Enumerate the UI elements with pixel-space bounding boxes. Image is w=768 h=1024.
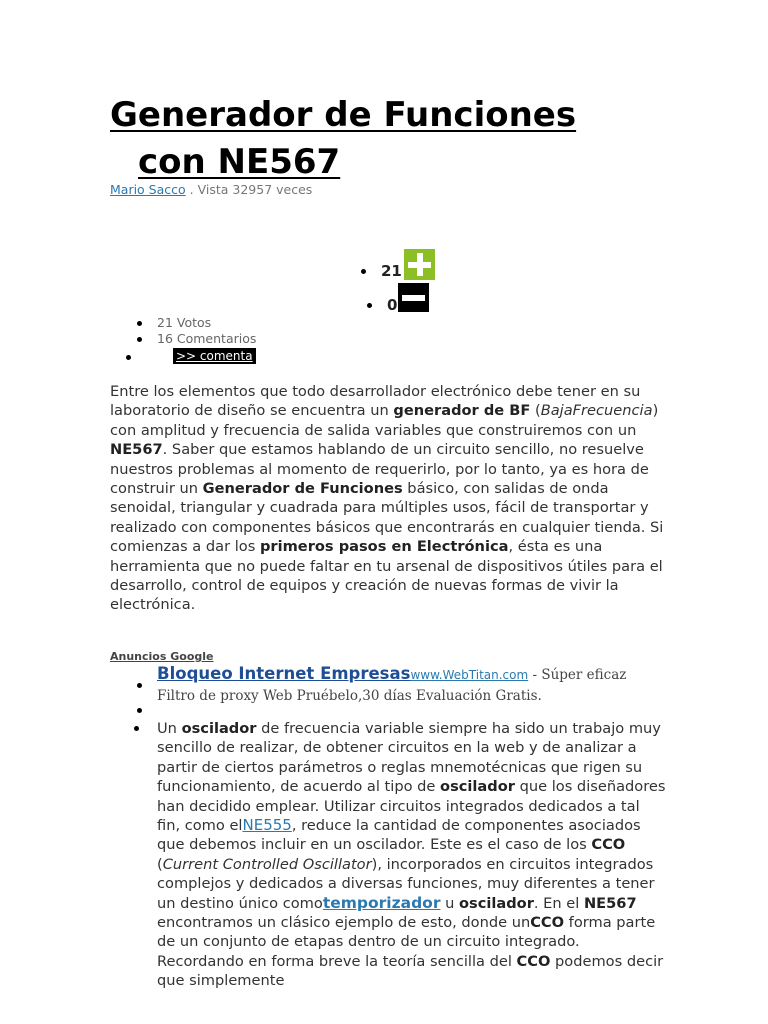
ad-item bbox=[157, 664, 667, 706]
plus-icon[interactable] bbox=[404, 249, 435, 280]
ne555-link[interactable]: NE555 bbox=[242, 816, 292, 835]
bullet-dot bbox=[134, 726, 139, 731]
comment-link[interactable]: >> comenta bbox=[173, 348, 256, 364]
ads-label: Anuncios Google bbox=[110, 650, 214, 663]
votes-total: 21 Votos bbox=[157, 315, 212, 330]
ad-title-link[interactable]: Bloqueo Internet Empresas bbox=[157, 664, 411, 683]
minus-icon[interactable] bbox=[398, 283, 429, 312]
author-link[interactable]: Mario Sacco bbox=[110, 182, 186, 197]
vote-down-count: 0 bbox=[387, 296, 398, 314]
article-meta bbox=[110, 182, 312, 197]
oscillator-paragraph: Un oscilador de frecuencia variable siempre ha sido un trabajo muy sencillo de realizar, de obtener circuitos en la web y de analizar a partir de ciertos parámetros o reglas mnemotécnicas que rigen su funcionamiento, de acuerdo al tipo de oscilador que los diseñadores han decidido emplear. Utilizar circuitos integrados dedicados a tal fin, como elNE555, reduce la cantidad de componentes asociados que debemos incluir en un oscilador. Este es el caso de los CCO (Current Controlled Oscillator), incorporados en circuitos integrados complejos y dedicados a diversas funciones, muy diferentes a tener un destino único comotemporizador u oscilador. En el NE567 encontramos un clásico ejemplo de esto, donde unCCO forma parte de un conjunto de etapas dentro de un circuito integrado. Recordando en forma breve la teoría sencilla del CCO podemos decir que simplemente bbox=[157, 719, 667, 991]
page-title: Generador de Funciones con NE567 bbox=[110, 95, 577, 182]
view-count: . Vista 32957 veces bbox=[185, 182, 313, 197]
comments-total: 16 Comentarios bbox=[157, 331, 257, 346]
intro-paragraph: Entre los elementos que todo desarrollador electrónico debe tener en su laboratorio de diseño se encuentra un generador de BF (BajaFrecuencia) con amplitud y frecuencia de salida variables que construiremos con un NE567. Saber que estamos hablando de un circuito sencillo, no resuelve nuestros problemas al momento de requerirlo, por lo tanto, ya es hora de construir un Generador de Funciones básico, con salidas de onda senoidal, triangular y cuadrada para múltiples usos, fácil de transportar y realizado con componentes básicos que encontrarás en cualquier tienda. Si comienzas a dar los primeros pasos en Electrónica, ésta es una herramienta que no puede faltar en tu arsenal de dispositivos útiles para el desarrollo, control de equipos y creación de nuevas formas de vivir la electrónica. bbox=[110, 383, 664, 614]
temporizador-link[interactable]: temporizador bbox=[322, 893, 441, 912]
ad-description: - Súper eficaz Filtro de proxy Web Pruébelo,30 días Evaluación Gratis. bbox=[157, 667, 627, 704]
ad-url-link[interactable]: www.WebTitan.com bbox=[410, 668, 529, 682]
bullet-dot bbox=[126, 355, 131, 360]
vote-up-count: 21 bbox=[381, 262, 402, 280]
